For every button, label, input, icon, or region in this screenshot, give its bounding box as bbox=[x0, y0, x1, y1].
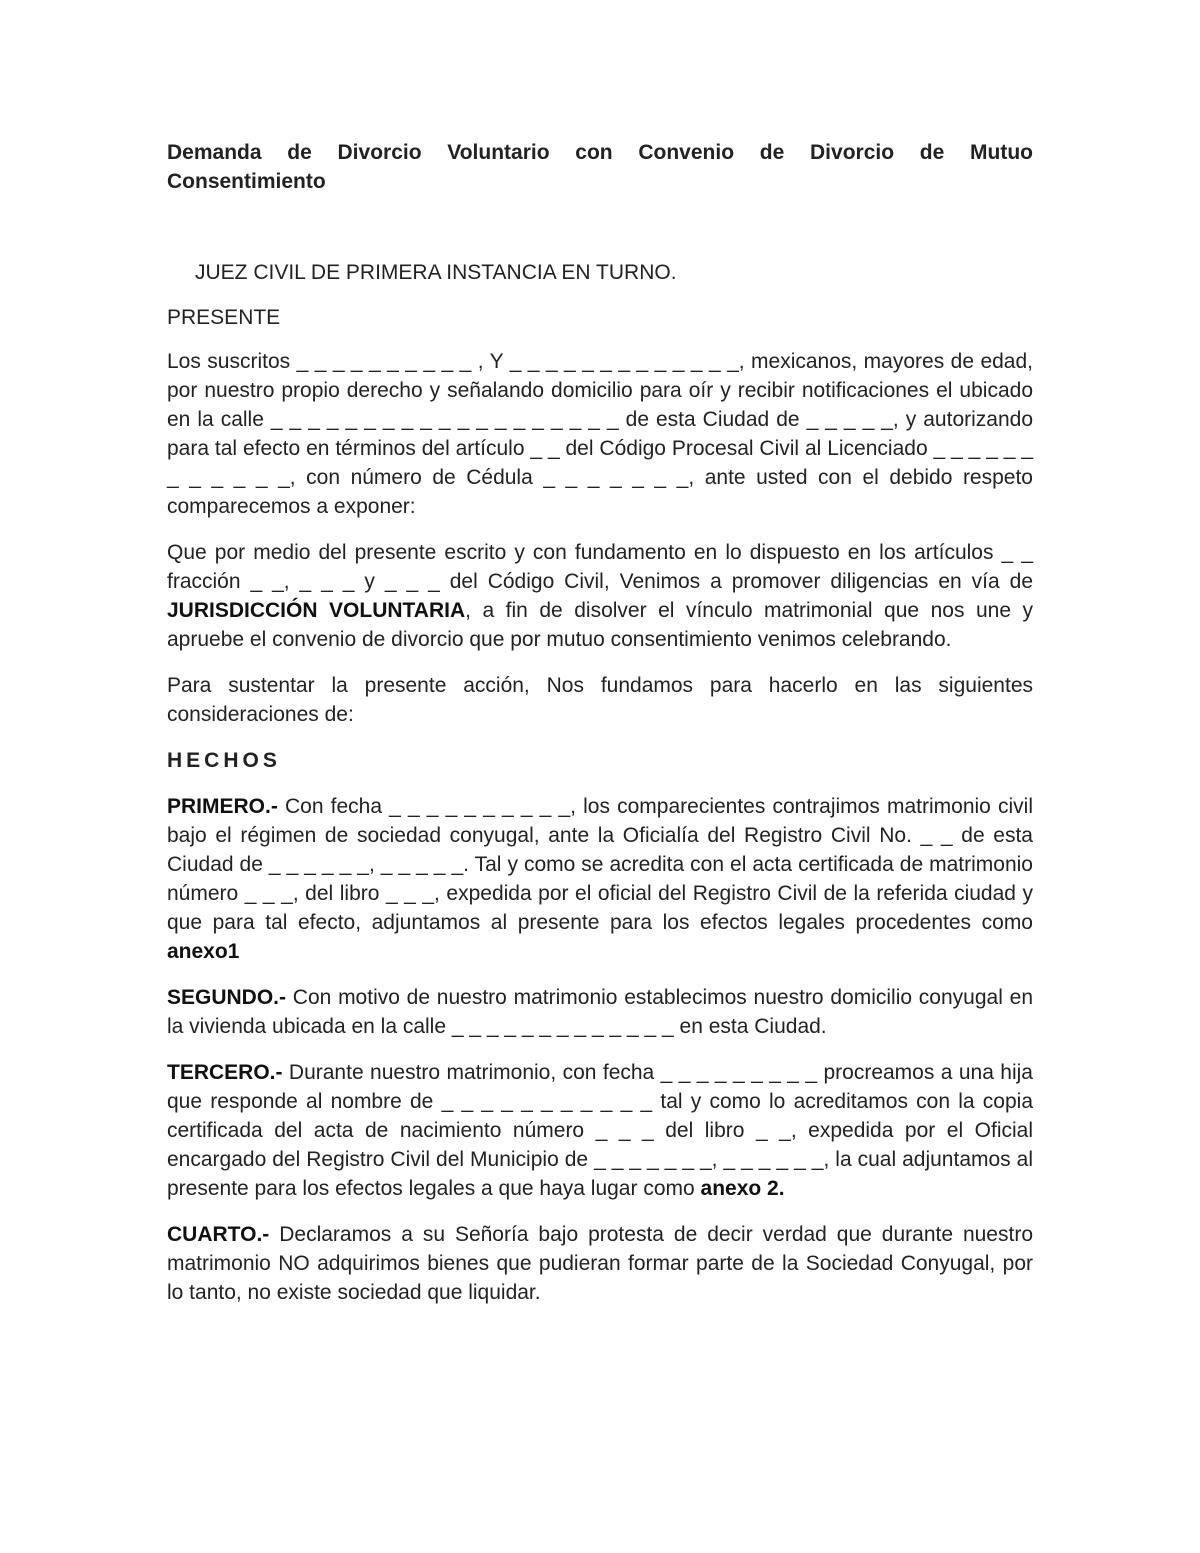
fact-segundo-text: Con motivo de nuestro matrimonio establecimos nuestro domicilio conyugal en la vivienda ubicada en la calle _ _ _ _ _ _ _ _ _ _ _ _ _ en esta Ciudad. bbox=[167, 986, 1033, 1038]
petition-paragraph bbox=[167, 538, 1033, 654]
considerations-paragraph: Para sustentar la presente acción, Nos fundamos para hacerlo en las siguientes consideraciones de: bbox=[167, 674, 1033, 726]
addressee: JUEZ CIVIL DE PRIMERA INSTANCIA EN TURNO. bbox=[195, 261, 677, 284]
intro-paragraph: Los suscritos _ _ _ _ _ _ _ _ _ _ , Y _ _ _ _ _ _ _ _ _ _ _ _ _, mexicanos, mayores de edad, por nuestro propio derecho y señalando domicilio para oír y recibir notificaciones el ubicado en la calle _ _ _ _ _ _ _ _ _ _ _ _ _ _ _ _ _ _ _ de esta Ciudad de _ _ _ _ _, y autorizando para tal efecto en términos del artículo _ _ del Código Procesal Civil al Licenciado _ _ _ _ _ _ _ _ _ _ _ _, con número de Cédula _ _ _ _ _ _ _, ante usted con el debido respeto comparecemos a exponer: bbox=[167, 350, 1033, 518]
fact-segundo-label: SEGUNDO.- bbox=[167, 986, 287, 1009]
fact-tercero bbox=[167, 1058, 1033, 1203]
fact-primero-annex: anexo1 bbox=[167, 940, 240, 963]
presente-line: PRESENTE bbox=[167, 306, 281, 329]
document-title-line-2: Consentimiento bbox=[167, 170, 326, 193]
jurisdiccion-voluntaria-term: JURISDICCIÓN VOLUNTARIA bbox=[167, 599, 466, 622]
document-title bbox=[167, 138, 1033, 196]
petition-text-2: , a fin de disolver el vínculo matrimonial que nos une y apruebe el convenio de divorcio que por mutuo consentimiento venimos celebrando. bbox=[167, 599, 1034, 651]
fact-tercero-label: TERCERO.- bbox=[167, 1061, 283, 1084]
petition-text-1: Que por medio del presente escrito y con fundamento en lo dispuesto en los artículos _ _ fracción _ _, _ _ _ y _ _ _ del Código Civil, Venimos a promover diligencias en vía de bbox=[167, 541, 1033, 593]
document-page bbox=[167, 138, 1034, 1304]
fact-primero-label: PRIMERO.- bbox=[167, 795, 278, 818]
fact-primero-text: Con fecha _ _ _ _ _ _ _ _ _ _, los comparecientes contrajimos matrimonio civil bajo el régimen de sociedad conyugal, ante la Oficialía del Registro Civil No. _ _ de esta Ciudad de _ _ _ _ _ _, _ _ _ _ _. Tal y como se acredita con el acta certificada de matrimonio número _ _ _, del libro _ _ _, expedida por el oficial del Registro Civil de la referida ciudad y que para tal efecto, adjuntamos al presente para los efectos legales procedentes como bbox=[167, 795, 1033, 934]
fact-tercero-annex: anexo 2. bbox=[700, 1177, 785, 1200]
fact-cuarto bbox=[167, 1220, 1033, 1307]
fact-cuarto-text: Declaramos a su Señoría bajo protesta de decir verdad que durante nuestro matrimonio NO adquirimos bienes que pudieran formar parte de la Sociedad Conyugal, por lo tanto, no existe sociedad que liquidar. bbox=[167, 1223, 1033, 1304]
fact-primero bbox=[167, 792, 1033, 966]
document-title-line-1: Demanda de Divorcio Voluntario con Convenio de Divorcio de Mutuo bbox=[167, 141, 1033, 164]
document-body bbox=[167, 347, 1033, 1324]
fact-cuarto-label: CUARTO.- bbox=[167, 1223, 270, 1246]
fact-segundo bbox=[167, 983, 1033, 1041]
hechos-heading: HECHOS bbox=[167, 749, 281, 772]
fact-tercero-text: Durante nuestro matrimonio, con fecha _ _ _ _ _ _ _ _ _ procreamos a una hija que responde al nombre de _ _ _ _ _ _ _ _ _ _ _ tal y como lo acreditamos con la copia certificada del acta de nacimiento número _ _ _ del libro _ _, expedida por el Oficial encargado del Registro Civil del Municipio de _ _ _ _ _ _ _, _ _ _ _ _ _, la cual adjuntamos al presente para los efectos legales a que haya lugar como bbox=[167, 1061, 1033, 1200]
